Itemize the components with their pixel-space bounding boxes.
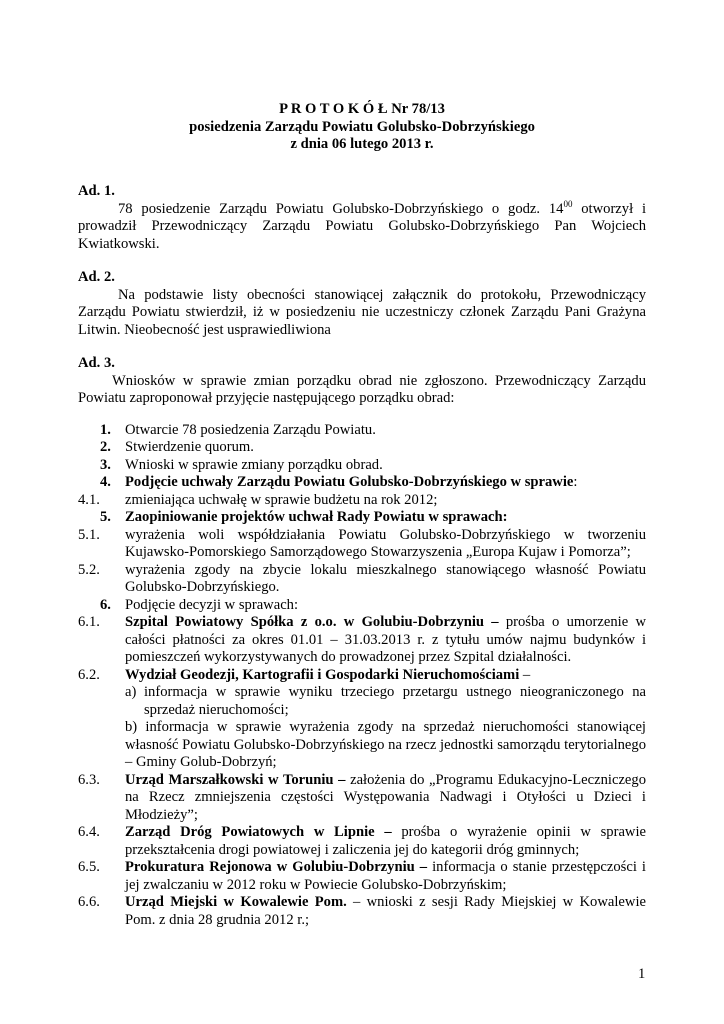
agenda-subsubitem: a) informacja w sprawie wyniku trzeciego przetargu ustnego nieograniczonego na sprzedaż nieruchomości; <box>125 684 646 718</box>
agenda-item: 2. Stwierdzenie quorum. <box>100 439 254 455</box>
ad1-paragraph <box>78 198 646 254</box>
agenda-subitem: 5.1. wyrażenia woli współdziałania Powiatu Golubsko-Dobrzyńskiego w tworzeniu Kujawsko-Pomorskiego Samorządowego Stowarzyszenia „Europa Kujaw i Pomorza”; <box>78 526 646 560</box>
agenda-item: 1. Otwarcie 78 posiedzenia Zarządu Powiatu. <box>100 421 376 438</box>
ad1-text-after: otworzył i prowadził Przewodniczący Zarządu Powiatu Golubsko-Dobrzyńskiego Pan Wojciech Kwiatkowski. <box>78 200 646 252</box>
ad1-heading: Ad. 1. <box>78 183 115 199</box>
agenda-subsubitem: b) informacja w sprawie wyrażenia zgody na sprzedaż nieruchomości stanowiącej własność Powiatu Golubsko-Dobrzyńskiego na rzecz jednostki samorządu terytorialnego – Gminy Golub-Dobrzyń; <box>125 719 646 770</box>
ad2-heading: Ad. 2. <box>78 269 115 285</box>
ad1-text-before: 78 posiedzenie Zarządu Powiatu Golubsko-Dobrzyńskiego o godz. 14 <box>118 200 564 217</box>
agenda-subitem: 4.1. zmieniająca uchwałę w sprawie budżetu na rok 2012; <box>78 491 438 508</box>
agenda-subitem: 6.2. Wydział Geodezji, Kartografii i Gospodarki Nieruchomościami – <box>78 666 531 683</box>
agenda-subitem: 6.6. Urząd Miejski w Kowalewie Pom. – wnioski z sesji Rady Miejskiej w Kowalewie Pom. z dnia 28 grudnia 2012 r.; <box>78 894 646 928</box>
ad3-paragraph: Wniosków w sprawie zmian porządku obrad nie zgłoszono. Przewodniczący Zarządu Powiatu zaproponował przyjęcie następującego porządku obrad: <box>78 372 646 406</box>
protocol-date: z dnia 06 lutego 2013 r. <box>290 136 434 152</box>
ad1-time-superscript: 00 <box>563 198 573 209</box>
ad2-paragraph: Na podstawie listy obecności stanowiącej załącznik do protokołu, Przewodniczący Zarządu Powiatu stwierdził, iż w posiedzeniu nie uczestniczy członek Zarządu Pani Grażyna Litwin. Nieobecność jest usprawiedliwiona <box>78 286 646 338</box>
agenda-subitem: 6.1. Szpital Powiatowy Spółka z o.o. w Golubiu-Dobrzyniu – prośba o umorzenie w całości płatności za okres 01.01 – 31.03.2013 r. z tytułu umów najmu budynków i pomieszczeń wykorzystywanych do prowadzonej przez Szpital działalności. <box>78 614 646 665</box>
agenda-item: 6. Podjęcie decyzji w sprawach: <box>100 596 299 613</box>
agenda-subitem: 6.4. Zarząd Dróg Powiatowych w Lipnie – prośba o wyrażenie opinii w sprawie przekształcenia drogi powiatowej i zaliczenia jej do kategorii dróg gminnych; <box>78 824 646 858</box>
agenda-item: 4. Podjęcie uchwały Zarządu Powiatu Golubsko-Dobrzyńskiego w sprawie: <box>100 474 578 490</box>
document-header <box>0 101 724 154</box>
protocol-title: P R O T O K Ó Ł Nr 78/13 <box>279 101 445 117</box>
agenda-subitem: 6.5. Prokuratura Rejonowa w Golubiu-Dobrzyniu – informacja o stanie przestępczości i jej zwalczaniu w 2012 roku w Powiecie Golubsko-Dobrzyńskim; <box>78 859 646 893</box>
agenda-subitem: 6.3. Urząd Marszałkowski w Toruniu – założenia do „Programu Edukacyjno-Leczniczego na Rzecz zmniejszenia częstości Występowania Nadwagi i Otyłości u Dzieci i Młodzieży”; <box>78 771 646 823</box>
agenda-subitem: 5.2. wyrażenia zgody na zbycie lokalu mieszkalnego stanowiącego własność Powiatu Golubsko-Dobrzyńskiego. <box>78 561 646 595</box>
ad3-heading: Ad. 3. <box>78 355 115 371</box>
agenda-item: 3. Wnioski w sprawie zmiany porządku obrad. <box>100 456 383 473</box>
protocol-subtitle: posiedzenia Zarządu Powiatu Golubsko-Dobrzyńskiego <box>189 118 535 135</box>
page-number: 1 <box>638 966 646 982</box>
document-body <box>78 183 646 929</box>
agenda-list <box>78 422 646 930</box>
agenda-item: 5. Zaopiniowanie projektów uchwał Rady Powiatu w sprawach: <box>100 509 508 525</box>
